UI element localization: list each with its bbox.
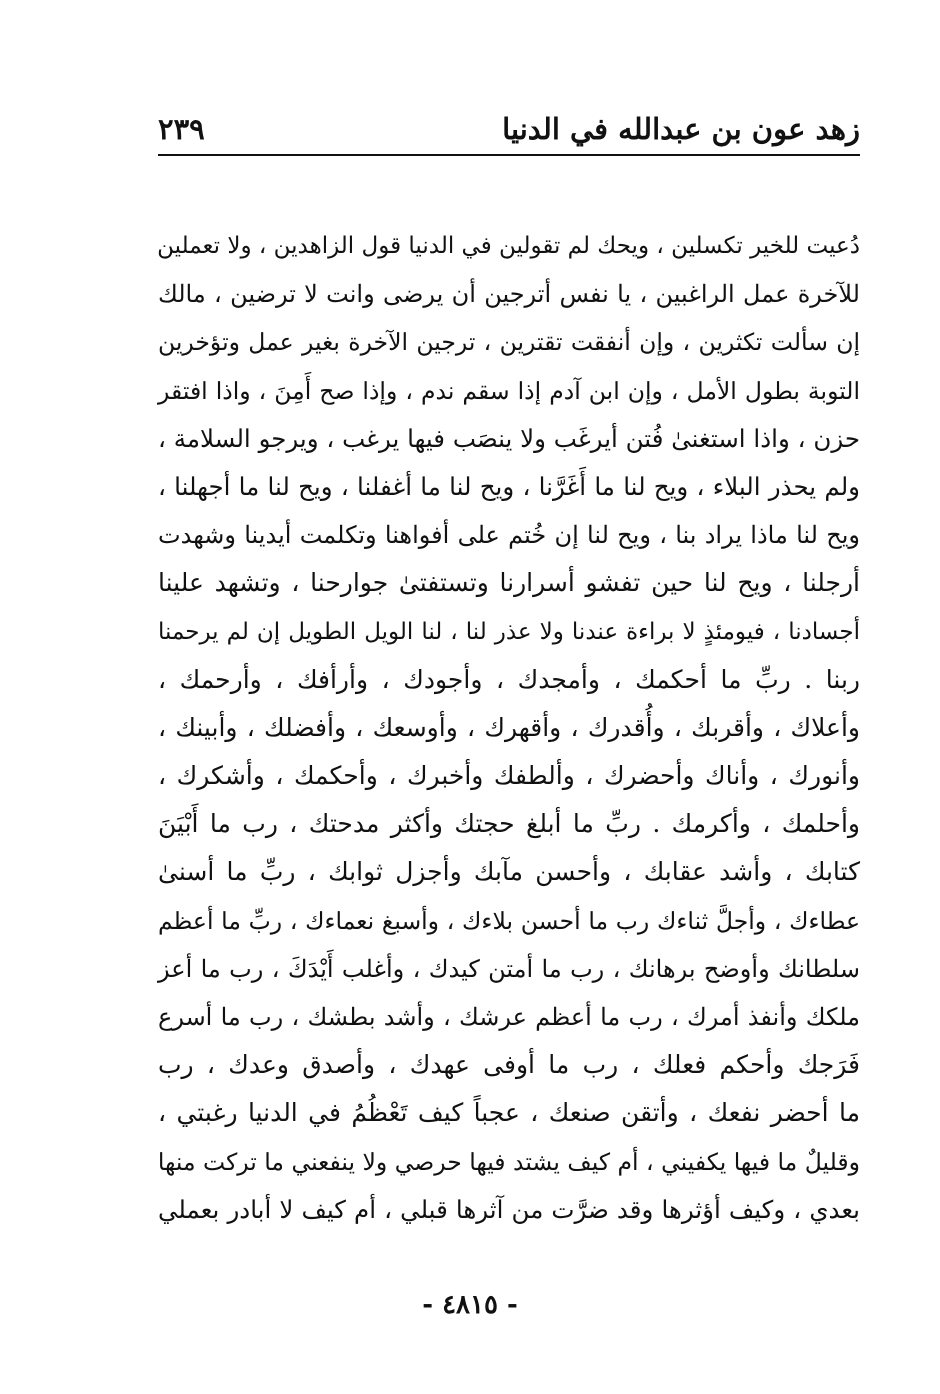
text-line: ربنا . ربِّ ما أحكمك ، وأمجدك ، وأجودك ، وأرأفك ، وأرحمك ، xyxy=(158,664,860,694)
text-line: التوبة بطول الأمل ، وإن ابن آدم إذا سقم ندم ، وإذا صح أَمِنَ ، واذا افتقر xyxy=(158,376,860,405)
body-text xyxy=(158,222,860,1234)
running-title: زهد عون بن عبدالله في الدنيا xyxy=(502,112,860,146)
text-line: أرجلنا ، ويح لنا حين تفشو أسرارنا وتستفتىٰ جوارحنا ، وتشهد علينا xyxy=(158,568,860,598)
text-line: أجسادنا ، فيومئذٍ لا براءة عندنا ولا عذر لنا ، لنا الويل الطويل إن لم يرحمنا xyxy=(158,618,860,645)
text-line: دُعيت للخير تكسلين ، ويحك لم تقولين في الدنيا قول الزاهدين ، ولا تعملين xyxy=(157,233,860,259)
header-page-number: ٢٣٩ xyxy=(158,112,205,146)
text-line: ويح لنا ماذا يراد بنا ، ويح لنا إن خُتم على أفواهنا وتكلمت أيدينا وشهدت xyxy=(158,521,860,550)
text-line: إن سألت تكثرين ، وإن أنفقت تقترين ، ترجين الآخرة بغير عمل وتؤخرين xyxy=(158,328,860,357)
text-line: كتابك ، وأشد عقابك ، وأحسن مآبك وأجزل ثوابك ، ربِّ ما أسنىٰ xyxy=(158,857,860,887)
text-line: وأعلاك ، وأقربك ، وأُقدرك ، وأقهرك ، وأوسعك ، وأفضلك ، وأبينك ، xyxy=(158,712,860,742)
page-header xyxy=(158,108,860,158)
text-line: عطاءك ، وأجلَّ ثناءك رب ما أحسن بلاءك ، وأسبغ نعماءك ، ربِّ ما أعظم xyxy=(158,906,860,935)
header-divider xyxy=(158,154,860,156)
text-line: حزن ، واذا استغنىٰ فُتن أيرغَب ولا ينصَب فيها يرغب ، ويرجو السلامة ، xyxy=(158,423,860,453)
text-line: للآخرة عمل الراغبين ، يا نفس أترجين أن يرضى وانت لا ترضين ، مالك xyxy=(158,280,860,309)
text-line: وأحلمك ، وأكرمك . ربِّ ما أبلغ حجتك وأكثر مدحتك ، رب ما أَبْيَنَ xyxy=(158,809,860,839)
text-line: سلطانك وأوضح برهانك ، رب ما أمتن كيدك ، وأغلب أَيْدَكَ ، رب ما أعز xyxy=(158,954,860,983)
text-line: وقليلٌ ما فيها يكفيني ، أم كيف يشتد فيها حرصي ولا ينفعني ما تركت منها xyxy=(157,1147,860,1176)
text-line: ملكك وأنفذ أمرك ، رب ما أعظم عرشك ، وأشد بطشك ، رب ما أسرع xyxy=(158,1003,860,1031)
text-line: ولم يحذر البلاء ، ويح لنا ما أَغَرَّنا ، ويح لنا ما أغفلنا ، ويح لنا ما أجهلنا ، xyxy=(158,471,860,501)
text-line: فَرَجك وأحكم فعلك ، رب ما أوفى عهدك ، وأصدق وعدك ، رب xyxy=(158,1050,860,1080)
text-line: بعدي ، وكيف أؤثرها وقد ضرَّت من آثرها قبلي ، أم كيف لا أبادر بعملي xyxy=(158,1194,860,1224)
footer-page-number: - ٤٨١٥ - xyxy=(422,1290,518,1320)
text-line: وأنورك ، وأناك وأحضرك ، وألطفك وأخبرك ، وأحكمك ، وأشكرك ، xyxy=(158,761,860,791)
text-line: ما أحضر نفعك ، وأتقن صنعك ، عجباً كيف تَعْظُمُ في الدنيا رغبتي ، xyxy=(158,1098,860,1128)
